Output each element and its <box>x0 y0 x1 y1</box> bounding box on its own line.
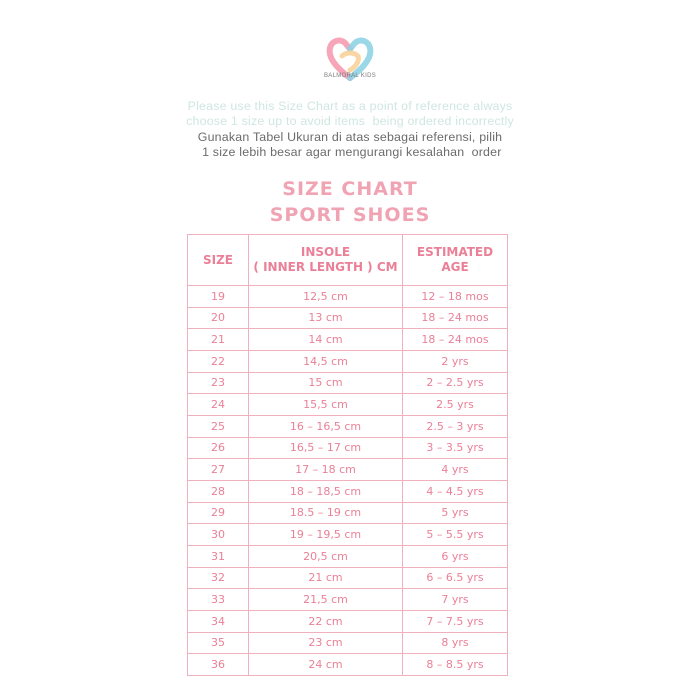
insole-cell: 21,5 cm <box>249 589 403 611</box>
size-cell: 33 <box>188 589 249 611</box>
insole-cell: 12,5 cm <box>249 286 403 308</box>
age-cell: 4 yrs <box>403 459 508 481</box>
size-cell: 34 <box>188 610 249 632</box>
insole-cell: 15 cm <box>249 372 403 394</box>
insole-cell: 15,5 cm <box>249 394 403 416</box>
insole-cell: 17 – 18 cm <box>249 459 403 481</box>
logo-caption: BALMORAL KIDS <box>323 73 377 79</box>
notice-id-line-1: Gunakan Tabel Ukuran di atas sebagai referensi, pilih <box>197 129 503 144</box>
table-row <box>188 632 508 654</box>
size-cell: 35 <box>188 632 249 654</box>
age-cell: 3 – 3.5 yrs <box>403 437 508 459</box>
insole-cell: 20,5 cm <box>249 545 403 567</box>
table-row <box>188 567 508 589</box>
age-cell: 18 – 24 mos <box>403 329 508 351</box>
age-cell: 2 yrs <box>403 350 508 372</box>
title-line-2: SPORT SHOES <box>269 204 431 226</box>
notice-en-line-2: choose 1 size up to avoid items being ordered incorrectly <box>186 114 514 129</box>
age-cell: 12 – 18 mos <box>403 286 508 308</box>
size-cell: 27 <box>188 459 249 481</box>
insole-cell: 13 cm <box>249 307 403 329</box>
size-cell: 30 <box>188 524 249 546</box>
size-cell: 31 <box>188 545 249 567</box>
size-cell: 29 <box>188 502 249 524</box>
page-title <box>0 176 700 228</box>
header-insole-line-1: INSOLE <box>300 245 351 259</box>
age-cell: 6 – 6.5 yrs <box>403 567 508 589</box>
insole-cell: 24 cm <box>249 654 403 676</box>
age-cell: 8 yrs <box>403 632 508 654</box>
insole-cell: 18 – 18,5 cm <box>249 480 403 502</box>
size-cell: 25 <box>188 415 249 437</box>
age-cell: 2 – 2.5 yrs <box>403 372 508 394</box>
header-insole <box>249 235 403 286</box>
size-cell: 21 <box>188 329 249 351</box>
age-cell: 5 yrs <box>403 502 508 524</box>
age-cell: 7 yrs <box>403 589 508 611</box>
notice-en-line-1: Please use this Size Chart as a point of reference always <box>187 99 513 113</box>
insole-cell: 14 cm <box>249 329 403 351</box>
insole-cell: 16 – 16,5 cm <box>249 415 403 437</box>
size-cell: 24 <box>188 394 249 416</box>
table-body <box>188 286 508 676</box>
table-row <box>188 394 508 416</box>
insole-cell: 19 – 19,5 cm <box>249 524 403 546</box>
table-row <box>188 415 508 437</box>
insole-cell: 23 cm <box>249 632 403 654</box>
size-cell: 19 <box>188 286 249 308</box>
table-row <box>188 329 508 351</box>
table-row <box>188 545 508 567</box>
table-header-row <box>188 235 508 286</box>
age-cell: 6 yrs <box>403 545 508 567</box>
header-age-line-1: ESTIMATED <box>416 245 494 259</box>
insole-cell: 16,5 – 17 cm <box>249 437 403 459</box>
age-cell: 7 – 7.5 yrs <box>403 610 508 632</box>
table-row <box>188 654 508 676</box>
header-age-line-2: AGE <box>441 260 469 274</box>
age-cell: 2.5 – 3 yrs <box>403 415 508 437</box>
table-row <box>188 502 508 524</box>
table-row <box>188 610 508 632</box>
table-row <box>188 437 508 459</box>
table-row <box>188 459 508 481</box>
header-insole-line-2: ( INNER LENGTH ) CM <box>253 260 398 274</box>
table-row <box>188 524 508 546</box>
table-row <box>188 480 508 502</box>
size-cell: 23 <box>188 372 249 394</box>
insole-cell: 18.5 – 19 cm <box>249 502 403 524</box>
size-cell: 28 <box>188 480 249 502</box>
size-cell: 36 <box>188 654 249 676</box>
size-cell: 22 <box>188 350 249 372</box>
table-row <box>188 286 508 308</box>
title-line-1: SIZE CHART <box>282 178 418 200</box>
insole-cell: 21 cm <box>249 567 403 589</box>
size-cell: 20 <box>188 307 249 329</box>
age-cell: 18 – 24 mos <box>403 307 508 329</box>
table-row <box>188 372 508 394</box>
insole-cell: 22 cm <box>249 610 403 632</box>
size-notice <box>140 99 560 160</box>
table-row <box>188 589 508 611</box>
size-cell: 26 <box>188 437 249 459</box>
table-row <box>188 350 508 372</box>
notice-id-line-2: 1 size lebih besar agar mengurangi kesalahan order <box>198 144 502 159</box>
size-cell: 32 <box>188 567 249 589</box>
size-chart-table <box>187 234 508 676</box>
header-size: SIZE <box>188 235 249 286</box>
age-cell: 5 – 5.5 yrs <box>403 524 508 546</box>
age-cell: 2.5 yrs <box>403 394 508 416</box>
header-age <box>403 235 508 286</box>
age-cell: 8 – 8.5 yrs <box>403 654 508 676</box>
age-cell: 4 – 4.5 yrs <box>403 480 508 502</box>
table-row <box>188 307 508 329</box>
insole-cell: 14,5 cm <box>249 350 403 372</box>
